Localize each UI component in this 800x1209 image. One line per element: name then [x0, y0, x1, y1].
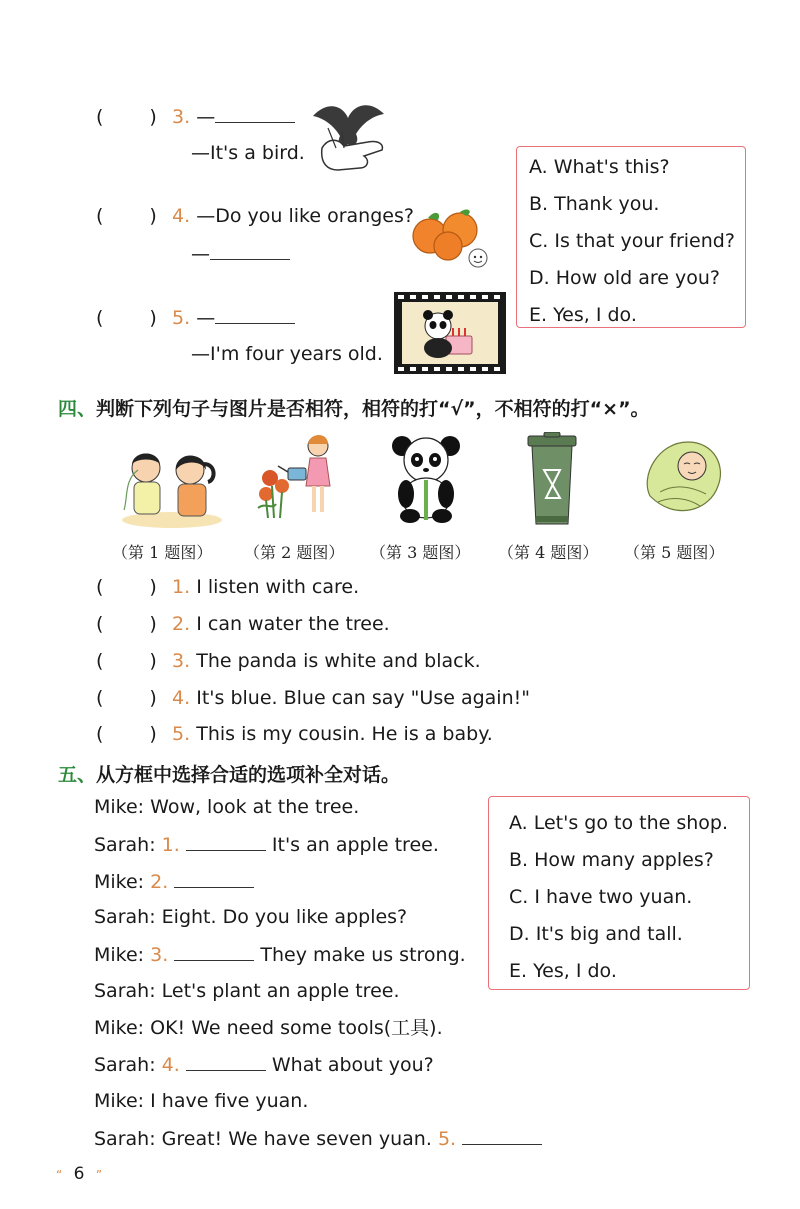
dialogue-line: Mike: 2.	[94, 869, 254, 894]
answer-blank[interactable]	[174, 942, 254, 961]
options-box	[488, 796, 750, 990]
section-4-heading: 四、判断下列句子与图片是否相符，相符的打“√”，不相符的打“×”。	[58, 398, 650, 420]
answer-paren[interactable]: ( )	[96, 650, 157, 672]
judge-item-4: ( ) 4. It's blue. Blue can say "Use again!"	[96, 687, 530, 709]
judge-item-1: ( ) 1. I listen with care.	[96, 576, 360, 598]
answer-blank[interactable]	[215, 305, 295, 324]
option-b: B. Thank you.	[529, 193, 660, 215]
answer-blank[interactable]	[215, 104, 295, 123]
answer-blank[interactable]	[462, 1126, 542, 1145]
dialogue-line: Mike: 3. They make us strong.	[94, 944, 466, 966]
page-number-ornament-left: “	[56, 1168, 63, 1182]
question-3-response: —It's a bird.	[191, 142, 305, 164]
option-c: C. Is that your friend?	[529, 230, 735, 252]
answer-paren[interactable]: ( )	[96, 687, 157, 709]
option-b: B. How many apples?	[509, 849, 714, 871]
question-number: 3.	[172, 106, 191, 128]
answer-paren[interactable]: ( )	[96, 723, 157, 745]
question-4: ( ) 4. —Do you like oranges?	[96, 205, 414, 227]
answer-blank[interactable]	[186, 1052, 266, 1071]
answer-blank[interactable]	[186, 832, 266, 851]
answer-paren[interactable]: ( )	[96, 205, 157, 227]
question-number: 4.	[172, 205, 191, 227]
option-d: D. How old are you?	[529, 267, 720, 289]
judge-item-2: ( ) 2. I can water the tree.	[96, 613, 390, 635]
caption-4: （第 4 题图）	[498, 543, 599, 562]
bird-shadow-picture	[308, 98, 388, 180]
dialogue-line: Mike: I have five yuan.	[94, 1090, 309, 1112]
caption-2: （第 2 题图）	[244, 543, 345, 562]
answer-paren[interactable]: ( )	[96, 613, 157, 635]
option-c: C. I have two yuan.	[509, 886, 693, 908]
listening-children-picture	[118, 440, 226, 530]
option-d: D. It's big and tall.	[509, 923, 683, 945]
question-5: ( ) 5. —	[96, 305, 295, 330]
answer-paren[interactable]: ( )	[96, 307, 157, 329]
trash-bin-picture	[524, 432, 580, 528]
option-a: A. Let's go to the shop.	[509, 812, 729, 834]
oranges-picture	[408, 204, 490, 270]
answer-blank[interactable]	[174, 869, 254, 888]
dialogue-line: Sarah: 1. It's an apple tree.	[94, 834, 439, 856]
section-5-heading: 五、从方框中选择合适的选项补全对话。	[58, 764, 401, 786]
question-3: ( ) 3. —	[96, 104, 295, 129]
option-e: E. Yes, I do.	[529, 304, 637, 326]
panda-birthday-picture	[394, 292, 506, 374]
baby-picture	[640, 436, 728, 522]
caption-1: （第 1 题图）	[112, 543, 213, 562]
judge-item-3: ( ) 3. The panda is white and black.	[96, 650, 481, 672]
judge-item-5: ( ) 5. This is my cousin. He is a baby.	[96, 723, 493, 745]
dialogue-line: Sarah: Eight. Do you like apples?	[94, 906, 408, 928]
panda-picture	[388, 432, 464, 524]
options-box	[516, 146, 746, 328]
dialogue-line: Mike: OK! We need some tools(工具).	[94, 1017, 443, 1039]
caption-5: （第 5 题图）	[624, 543, 725, 562]
option-a: A. What's this?	[529, 156, 670, 178]
option-e: E. Yes, I do.	[509, 960, 617, 982]
question-number: 5.	[172, 307, 191, 329]
dialogue-line: Sarah: Let's plant an apple tree.	[94, 980, 400, 1002]
dialogue-line: Sarah: 4. What about you?	[94, 1054, 434, 1076]
page-number: “ 6 ”	[56, 1164, 103, 1184]
question-5-response: —I'm four years old.	[191, 343, 383, 365]
answer-paren[interactable]: ( )	[96, 106, 157, 128]
watering-plant-picture	[252, 432, 342, 524]
dialogue-line: Sarah: Great! We have seven yuan. 5.	[94, 1126, 542, 1151]
dialogue-line: Mike: Wow, look at the tree.	[94, 796, 360, 818]
question-4-response: —	[191, 241, 290, 266]
page-number-ornament-right: ”	[95, 1168, 103, 1182]
answer-paren[interactable]: ( )	[96, 576, 157, 598]
answer-blank[interactable]	[210, 241, 290, 260]
caption-3: （第 3 题图）	[370, 543, 471, 562]
